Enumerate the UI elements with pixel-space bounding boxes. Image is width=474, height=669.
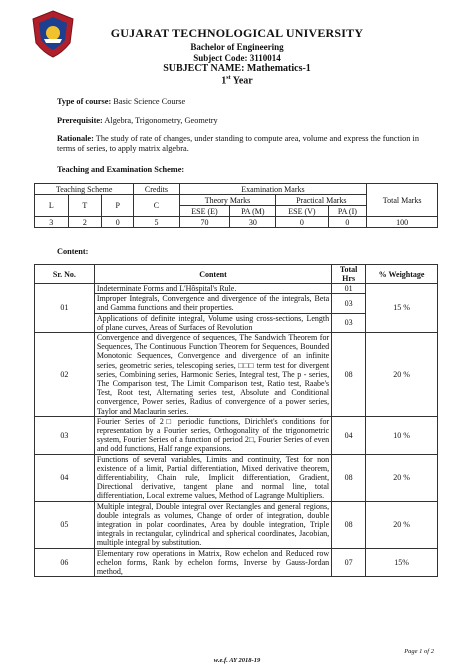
total-hrs-header: Total Hrs xyxy=(332,265,366,284)
total-marks-header: Total Marks xyxy=(367,184,438,217)
theory-marks-header: Theory Marks xyxy=(179,195,276,206)
table-cell: 100 xyxy=(367,217,438,228)
unit-content: Convergence and divergence of sequences, The Sandwich Theorem for Sequences, The Continuous Function Theorem for Sequences, Bounded Monotonic Sequences, Convergence and divergence of an infinite series, geometric series, telescoping series, □□□ term test for divergent series, Combining series, Harmonic Series, Integral test, The p - series, The Comparison test, The Limit Comparison test, Ratio test, Raabe's Test, Root test, Alternating series test, Absolute and Conditional convergence, Power series, Radius of convergence of a power series, Taylor and Maclaurin series. xyxy=(94,333,331,417)
subject-name: SUBJECT NAME: Mathematics-1 xyxy=(163,63,311,74)
p-header: P xyxy=(102,195,134,217)
scheme-table xyxy=(34,183,438,228)
unit-number: 06 xyxy=(35,548,95,577)
scheme-heading: Teaching and Examination Scheme: xyxy=(57,165,185,174)
table-cell: 0 xyxy=(276,217,328,228)
unit-weightage: 15 % xyxy=(366,284,438,333)
table-cell: 70 xyxy=(179,217,230,228)
unit-hours: 08 xyxy=(332,501,366,548)
table-row xyxy=(35,501,438,548)
scheme-values-row xyxy=(35,217,438,228)
unit-weightage: 20 % xyxy=(366,454,438,501)
unit-weightage: 10 % xyxy=(366,416,438,454)
unit-content: Improper Integrals, Convergence and divergence of the integrals, Beta and Gamma functions and their properties. xyxy=(94,294,331,313)
table-cell: 3 xyxy=(35,217,69,228)
unit-content: Indeterminate Forms and L'Hôspital's Rule. xyxy=(94,284,331,294)
unit-hours: 01 xyxy=(332,284,366,294)
unit-number: 02 xyxy=(35,333,95,417)
exam-marks-header: Examination Marks xyxy=(179,184,367,195)
table-cell: 0 xyxy=(328,217,367,228)
pa-m-header: PA (M) xyxy=(230,206,276,217)
ese-v-header: ESE (V) xyxy=(276,206,328,217)
unit-number: 04 xyxy=(35,454,95,501)
university-title: GUJARAT TECHNOLOGICAL UNIVERSITY xyxy=(110,26,364,40)
unit-number: 03 xyxy=(35,416,95,454)
content-heading: Content: xyxy=(57,247,89,256)
rationale: Rationale: The study of rate of changes, under standing to compute area, volume and express the function in terms of series, to apply matrix algebra. xyxy=(57,134,419,153)
unit-content: Multiple integral, Double integral over Rectangles and general regions, double integrals as volumes, Change of order of integration, double integration in polar coordinates, Area by double integration, Triple integrals in rectangular, cylindrical and spherical coordinates, Jacobian, multiple integral by substitution. xyxy=(94,501,331,548)
page-number: Page 1 of 2 xyxy=(404,648,434,655)
unit-hours: 04 xyxy=(332,416,366,454)
content-table xyxy=(34,264,438,577)
unit-weightage: 20 % xyxy=(366,501,438,548)
t-header: T xyxy=(68,195,102,217)
ese-e-header: ESE (E) xyxy=(179,206,230,217)
practical-marks-header: Practical Marks xyxy=(276,195,367,206)
weightage-header: % Weightage xyxy=(366,265,438,284)
l-header: L xyxy=(35,195,69,217)
unit-number: 01 xyxy=(35,284,95,333)
unit-hours: 03 xyxy=(332,294,366,313)
credits-header: Credits xyxy=(134,184,179,195)
table-row xyxy=(35,548,438,577)
course-type: Type of course: Basic Science Course xyxy=(57,97,186,106)
table-row xyxy=(35,454,438,501)
table-cell: 30 xyxy=(230,217,276,228)
table-row xyxy=(35,333,438,417)
effective-date: w.e.f. AY 2018-19 xyxy=(213,657,261,664)
table-row xyxy=(35,416,438,454)
unit-hours: 07 xyxy=(332,548,366,577)
unit-weightage: 15% xyxy=(366,548,438,577)
sr-no-header: Sr. No. xyxy=(35,265,95,284)
unit-hours: 08 xyxy=(332,454,366,501)
table-cell: 5 xyxy=(134,217,179,228)
table-cell: 2 xyxy=(68,217,102,228)
pa-i-header: PA (I) xyxy=(328,206,367,217)
content-header: Content xyxy=(94,265,331,284)
unit-hours: 03 xyxy=(332,313,366,332)
unit-number: 05 xyxy=(35,501,95,548)
table-row xyxy=(35,284,438,294)
c-header: C xyxy=(134,195,179,217)
teaching-scheme-header: Teaching Scheme xyxy=(35,184,134,195)
unit-content: Elementary row operations in Matrix, Row echelon and Reduced row echelon forms, Rank by echelon forms, Inverse by Gauss-Jordan method, xyxy=(94,548,331,577)
subject-code: Subject Code: 3110014 xyxy=(193,53,281,63)
unit-weightage: 20 % xyxy=(366,333,438,417)
year-label: 1st Year xyxy=(221,75,253,87)
unit-content: Applications of definite integral, Volume using cross-sections, Length of plane curves, Areas of Surfaces of Revolution xyxy=(94,313,331,332)
unit-content: Functions of several variables, Limits and continuity, Test for non existence of a limit, Partial differentiation, Mixed derivative theorem, differentiability, Chain rule, Implicit differentiation, Gradient, Directional derivative, tangent plane and normal line, total differentiation, Local extreme values, Method of Lagrange Multipliers. xyxy=(94,454,331,501)
unit-hours: 08 xyxy=(332,333,366,417)
table-cell: 0 xyxy=(102,217,134,228)
program-name: Bachelor of Engineering xyxy=(190,42,284,52)
unit-content: Fourier Series of 2□ periodic functions, Dirichlet's conditions for representation by a Fourier series, Orthogonality of the trigonometric system, Fourier Series of a function of period 2□, Fourier Series of even and odd functions, Half range expansions. xyxy=(94,416,331,454)
prerequisite: Prerequisite: Algebra, Trigonometry, Geometry xyxy=(57,116,218,125)
